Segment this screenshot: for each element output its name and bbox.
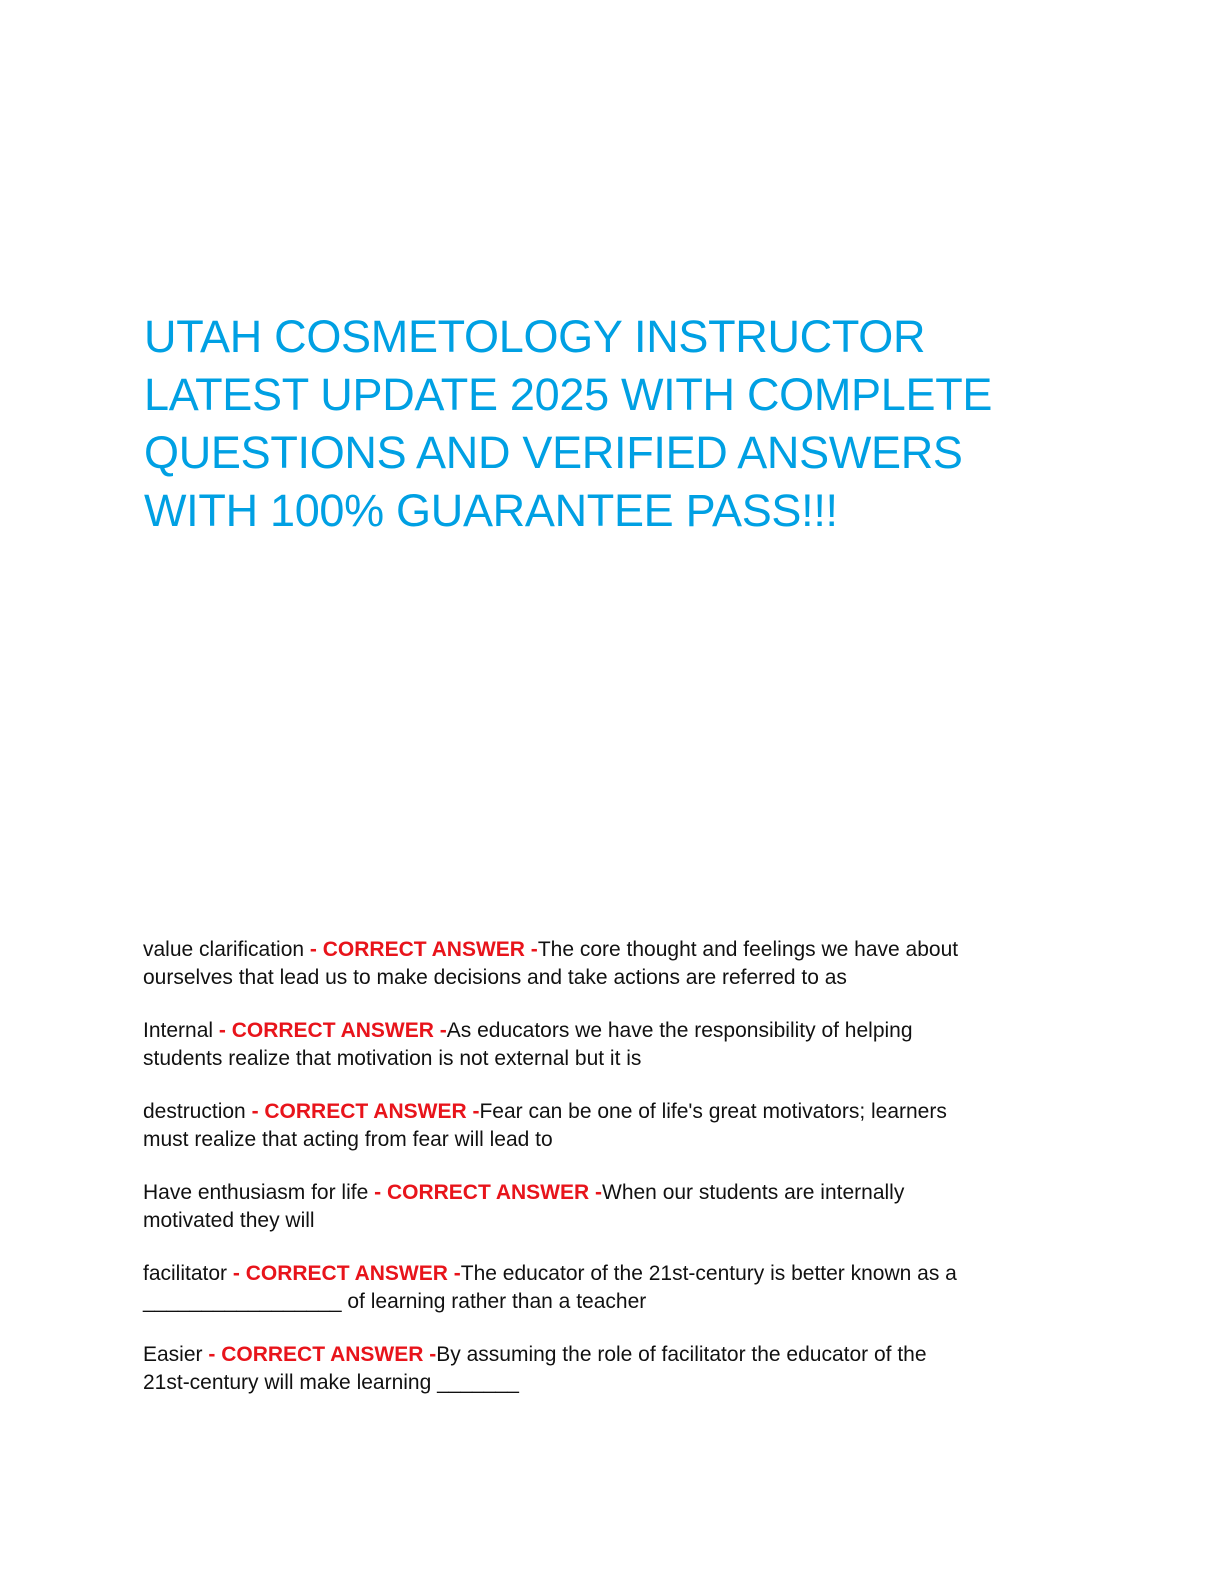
correct-answer-marker: - CORRECT ANSWER -	[368, 1181, 602, 1204]
answer-term: Internal	[143, 1019, 214, 1042]
question-text-line-1: The core thought and feelings we have about	[537, 938, 959, 961]
title-line-2: LATEST UPDATE 2025 WITH COMPLETE	[144, 369, 993, 420]
qa-list	[143, 936, 1083, 1422]
question-text-line-2: _________________ of learning rather than a teacher	[143, 1289, 647, 1313]
question-text-line-2: ourselves that lead us to make decisions and take actions are referred to as	[143, 965, 847, 989]
question-text-line-2: must realize that acting from fear will lead to	[143, 1127, 553, 1151]
answer-term: value clarification	[143, 938, 305, 961]
qa-item-6	[143, 1341, 1083, 1396]
qa-item-1	[143, 936, 1083, 991]
correct-answer-marker: - CORRECT ANSWER -	[213, 1019, 447, 1042]
qa-item-4	[143, 1179, 1083, 1234]
qa-item-3	[143, 1098, 1083, 1153]
answer-term: Have enthusiasm for life	[143, 1181, 369, 1204]
correct-answer-marker: - CORRECT ANSWER -	[227, 1262, 461, 1285]
question-text-line-1: Fear can be one of life's great motivators; learners	[479, 1100, 947, 1123]
question-text-line-2: motivated they will	[143, 1208, 315, 1232]
qa-item-5	[143, 1260, 1083, 1315]
title-line-1: UTAH COSMETOLOGY INSTRUCTOR	[144, 311, 926, 362]
question-text-line-2: students realize that motivation is not external but it is	[143, 1046, 642, 1070]
correct-answer-marker: - CORRECT ANSWER -	[202, 1343, 437, 1366]
answer-term: destruction	[143, 1100, 246, 1123]
answer-term: facilitator	[143, 1262, 228, 1285]
question-text-line-1: As educators we have the responsibility of helping	[446, 1019, 913, 1042]
document-title	[144, 308, 1084, 540]
title-line-3: QUESTIONS AND VERIFIED ANSWERS	[144, 427, 963, 478]
correct-answer-marker: - CORRECT ANSWER -	[304, 938, 538, 961]
question-text-line-1: The educator of the 21st-century is better known as a	[460, 1262, 957, 1285]
correct-answer-marker: - CORRECT ANSWER -	[245, 1100, 480, 1123]
question-text-line-2: 21st-century will make learning _______	[143, 1370, 519, 1394]
qa-item-2	[143, 1017, 1083, 1072]
title-line-4: WITH 100% GUARANTEE PASS!!!	[144, 485, 838, 536]
question-text-line-1: By assuming the role of facilitator the educator of the	[436, 1343, 927, 1366]
answer-term: Easier	[143, 1343, 203, 1366]
question-text-line-1: When our students are internally	[602, 1181, 905, 1204]
